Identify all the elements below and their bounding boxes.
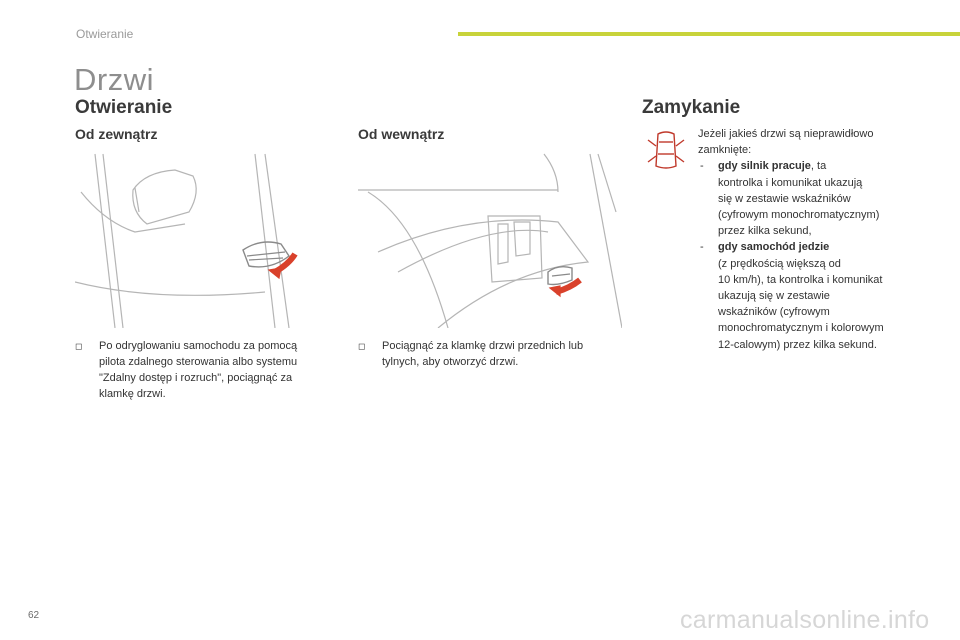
closing-item-driving-line: monochromatycznym i kolorowym <box>718 322 884 335</box>
watermark: carmanualsonline.info <box>680 606 930 634</box>
dash: - <box>700 160 704 173</box>
outside-subheading: Od zewnątrz <box>75 126 158 142</box>
closing-text <box>698 126 928 353</box>
outside-instruction <box>75 338 330 402</box>
outside-line-4: klamkę drzwi. <box>99 388 166 400</box>
outside-door-illustration <box>75 152 333 328</box>
closing-item-engine <box>698 158 928 174</box>
door-open-warning-icon <box>646 130 686 172</box>
inside-line-2: tylnych, aby otworzyć drzwi. <box>382 356 519 368</box>
closing-item-engine-line: się w zestawie wskaźników <box>718 192 851 205</box>
closing-item-driving-line: ukazują się w zestawie <box>718 290 830 303</box>
inside-subheading: Od wewnątrz <box>358 126 445 142</box>
section-label: Otwieranie <box>76 27 134 41</box>
inside-instruction <box>358 338 618 370</box>
square-bullet-icon: ◻ <box>75 341 83 351</box>
square-bullet-icon: ◻ <box>358 341 366 351</box>
page-title: Drzwi <box>74 62 154 97</box>
closing-item-engine-line: przez kilka sekund, <box>718 225 812 238</box>
outside-line-3: "Zdalny dostęp i rozruch", pociągnąć za <box>99 372 293 384</box>
closing-item-driving <box>698 239 928 255</box>
closing-intro-2: zamknięte: <box>698 144 752 157</box>
item-rest: , ta <box>810 160 827 173</box>
closing-item-driving-line: 10 km/h), ta kontrolka i komunikat <box>718 273 883 286</box>
closing-heading: Zamykanie <box>642 97 741 118</box>
closing-item-driving-line: (z prędkością większą od <box>718 257 841 270</box>
page-number: 62 <box>28 610 40 621</box>
closing-item-engine-line: kontrolka i komunikat ukazują <box>718 176 863 189</box>
item-bold: gdy samochód jedzie <box>718 241 830 254</box>
closing-item-driving-line: 12-calowym) przez kilka sekund. <box>718 338 877 351</box>
opening-heading: Otwieranie <box>75 97 173 118</box>
dash: - <box>700 241 704 254</box>
outside-line-1: Po odryglowaniu samochodu za pomocą <box>99 340 298 352</box>
closing-intro-1: Jeżeli jakieś drzwi są nieprawidłowo <box>698 128 874 140</box>
inside-door-illustration <box>358 152 622 328</box>
closing-item-engine-line: (cyfrowym monochromatycznym) <box>718 209 880 222</box>
closing-item-driving-line: wskaźników (cyfrowym <box>718 306 830 319</box>
inside-line-1: Pociągnąć za klamkę drzwi przednich lub <box>382 340 584 352</box>
item-bold: gdy silnik pracuje <box>718 160 811 173</box>
header-accent-bar <box>458 32 960 36</box>
outside-line-2: pilota zdalnego sterowania albo systemu <box>99 356 298 368</box>
